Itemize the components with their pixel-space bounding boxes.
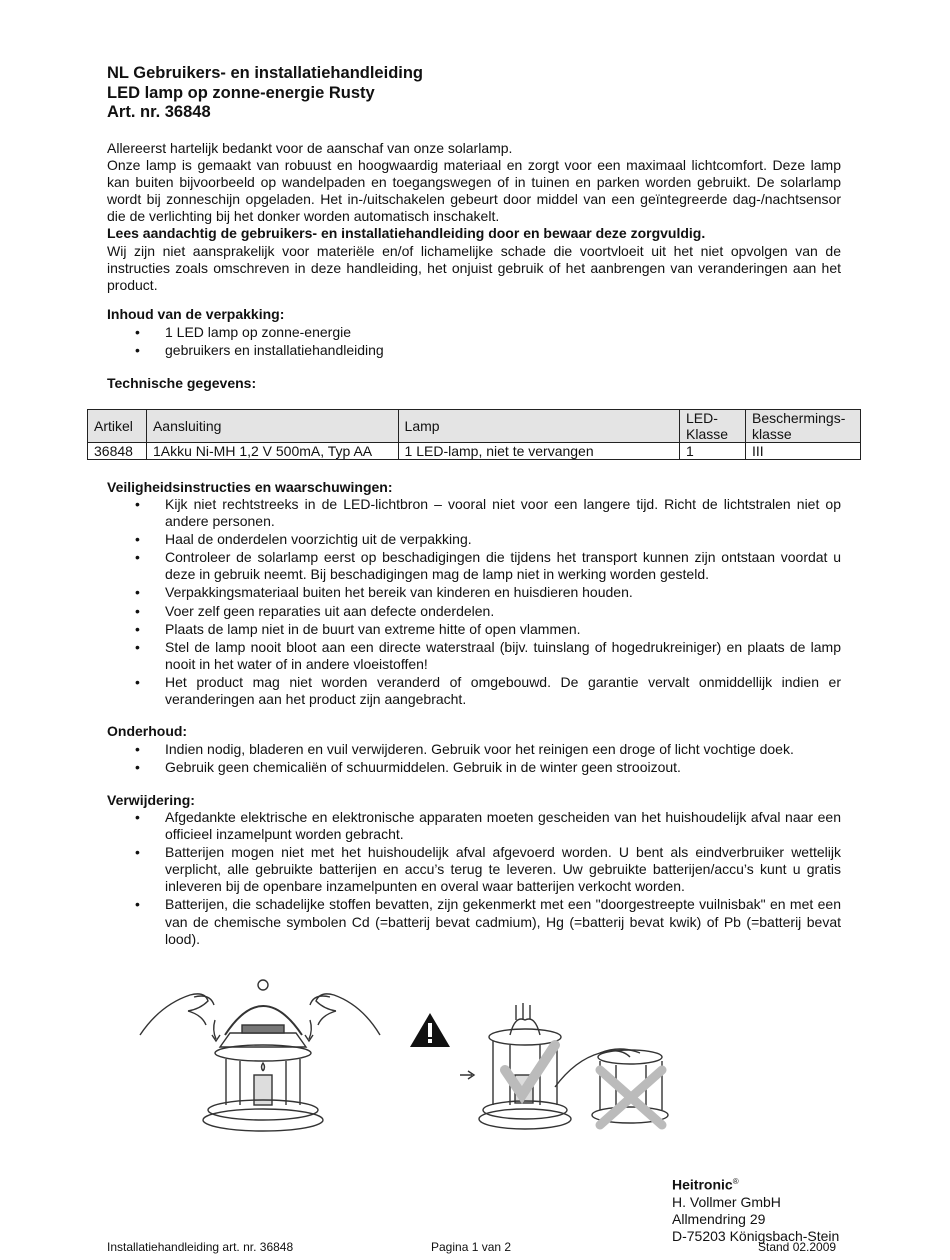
col-artikel: Artikel: [88, 410, 147, 443]
col-beschermingsklasse: Beschermings- klasse: [745, 410, 860, 443]
title-line-1: NL Gebruikers- en installatiehandleiding: [107, 64, 424, 82]
list-item: • Stel de lamp nooit bloot aan een directe waterstraal (bijv. tuinslang of hogedrukreiniger) en plaats de lamp nooit in het water of in andere vloeistoffen!: [135, 638, 841, 672]
bullet-icon: •: [135, 741, 140, 757]
list-item: • Indien nodig, bladeren en vuil verwijderen. Gebruik voor het reinigen een droge of licht vochtige doek.: [135, 741, 794, 757]
list-item: • 1 LED lamp op zonne-energie: [135, 324, 352, 340]
disposal-list: [107, 809, 841, 949]
title-line-2: LED lamp op zonne-energie Rusty: [107, 83, 375, 102]
footer-document-ref: Installatiehandleiding art. nr. 36848: [107, 1240, 294, 1254]
bullet-icon: •: [135, 896, 140, 913]
safety-list: [107, 496, 841, 709]
tech-table: [87, 409, 861, 460]
list-item: • gebruikers en installatiehandleiding: [135, 342, 384, 359]
bullet-icon: •: [135, 809, 140, 825]
bullet-icon: •: [135, 324, 140, 340]
col-led-klasse: LED- Klasse: [680, 410, 746, 443]
bullet-icon: •: [135, 602, 140, 619]
registered-mark: ®: [732, 1177, 739, 1186]
company-line-3: D-75203 Königsbach-Stein: [672, 1227, 840, 1244]
intro-section: [107, 140, 841, 294]
company-address: [672, 1173, 839, 1245]
bullet-icon: •: [135, 673, 140, 690]
intro-description: Onze lamp is gemaakt van robuust en hoogwaardig materiaal en zorgt voor een maximaal lichtcomfort. Deze lamp kan buiten bijvoorbeeld op wandelpaden en toegangswegen of in tuinen en parken worden gebruikt. De solarlamp wordt bij zonneschijn opgeladen. Het in-/uitschakelen gebeurt door middel van een geïntegreerde dag-/nachtsensor die de verlichting bij het donker worden automatisch inschakelt.: [107, 157, 841, 225]
bullet-icon: •: [135, 759, 140, 776]
list-item: • Het product mag niet worden veranderd of omgebouwd. De garantie vervalt onmiddellijk indien er veranderingen aan het product zijn aangebracht.: [135, 673, 841, 708]
lamp-install-drawing: [140, 980, 380, 1131]
warning-icon: [410, 1013, 450, 1047]
intro-thanks: Allereerst hartelijk bedankt voor de aanschaf van onze solarlamp.: [107, 140, 513, 156]
list-item: • Gebruik geen chemicaliën of schuurmiddelen. Gebruik in de winter geen strooizout.: [135, 759, 681, 776]
company-name: Heitronic: [672, 1176, 733, 1193]
list-item: • Verpakkingsmateriaal buiten het bereik van kinderen en huisdieren houden.: [135, 584, 633, 601]
col-lamp: Lamp: [398, 410, 679, 443]
maintenance-list: [107, 741, 841, 777]
lamp-wrong-drawing: [555, 1049, 668, 1125]
company-line-2: Allmendring 29: [672, 1210, 766, 1227]
bullet-icon: •: [135, 496, 140, 512]
list-item: • Plaats de lamp niet in de buurt van extreme hitte of open vlammen.: [135, 620, 581, 637]
bullet-icon: •: [135, 620, 140, 637]
bullet-icon: •: [135, 844, 140, 861]
cell-beschermingsklasse: III: [745, 443, 860, 460]
maintenance-heading: Onderhoud:: [107, 723, 188, 739]
document-title: [107, 64, 423, 123]
intro-warning: Lees aandachtig de gebruikers- en installatiehandleiding door en bewaar deze zorgvuldig.: [107, 225, 706, 242]
table-header-row: [88, 410, 861, 443]
table-row: [88, 443, 861, 460]
bullet-icon: •: [135, 584, 140, 601]
contents-heading: Inhoud van de verpakking:: [107, 306, 285, 322]
lamp-illustration: [130, 975, 830, 1150]
bullet-icon: •: [135, 638, 140, 655]
disposal-heading: Verwijdering:: [107, 792, 195, 808]
cell-lamp: 1 LED-lamp, niet te vervangen: [398, 443, 679, 460]
list-item: • Batterijen mogen niet met het huishoudelijk afval afgevoerd worden. U bent als eindverbruiker wettelijk verplicht, alle gebruikte batterijen en accu’s terug te leveren. Uw gebruikte batterijen/accu’s kunt u gratis inleveren bij de openbare inzamelpunten en overal waar batterijen verkocht worden.: [135, 844, 841, 895]
title-line-3: Art. nr. 36848: [107, 103, 211, 121]
cell-aansluiting: 1Akku Ni-MH 1,2 V 500mA, Typ AA: [146, 443, 398, 460]
bullet-icon: •: [135, 342, 140, 359]
bullet-icon: •: [135, 549, 140, 566]
tech-heading: Technische gegevens:: [107, 375, 257, 391]
list-item: • Afgedankte elektrische en elektronische apparaten moeten gescheiden van het huishoudelijk afval naar een officieel inzamelpunt worden gebracht.: [135, 809, 841, 843]
arrow-right-icon: [460, 1071, 474, 1079]
intro-liability: Wij zijn niet aansprakelijk voor materiële en/of lichamelijke schade die voortvloeit uit het niet opvolgen van de instructies zoals omschreven in deze handleiding, het onjuist gebruik of het aanbrengen van veranderingen aan het product.: [107, 242, 841, 293]
company-line-1: H. Vollmer GmbH: [672, 1193, 781, 1210]
bullet-icon: •: [135, 531, 140, 548]
list-item: • Haal de onderdelen voorzichtig uit de verpakking.: [135, 531, 472, 548]
list-item: • Batterijen, die schadelijke stoffen bevatten, zijn gekenmerkt met een "doorgestreepte vuilnisbak" en met een van de chemische symbolen Cd (=batterij bevat cadmium), Hg (=batterij bevat kwik) of Pb (=batterij bevat lood).: [135, 896, 841, 947]
list-item: • Controleer de solarlamp eerst op beschadigingen die tijdens het transport kunnen zijn ontstaan voordat u deze in gebruik neemt. Bij beschadigingen mag de lamp niet in werking worden gesteld.: [135, 549, 841, 583]
footer-version: Stand 02.2009: [758, 1240, 837, 1254]
lamp-correct-drawing: [479, 1003, 571, 1129]
list-item: • Voer zelf geen reparaties uit aan defecte onderdelen.: [135, 602, 495, 619]
contents-list: [107, 324, 841, 360]
list-item: • Kijk niet rechtstreeks in de LED-lichtbron – vooral niet voor een langere tijd. Richt de lichtstralen niet op andere personen.: [135, 496, 841, 530]
cell-led-klasse: 1: [680, 443, 746, 460]
safety-heading: Veiligheidsinstructies en waarschuwingen:: [107, 479, 393, 495]
col-aansluiting: Aansluiting: [146, 410, 398, 443]
footer-page-number: Pagina 1 van 2: [431, 1240, 512, 1254]
cell-artikel: 36848: [88, 443, 147, 460]
